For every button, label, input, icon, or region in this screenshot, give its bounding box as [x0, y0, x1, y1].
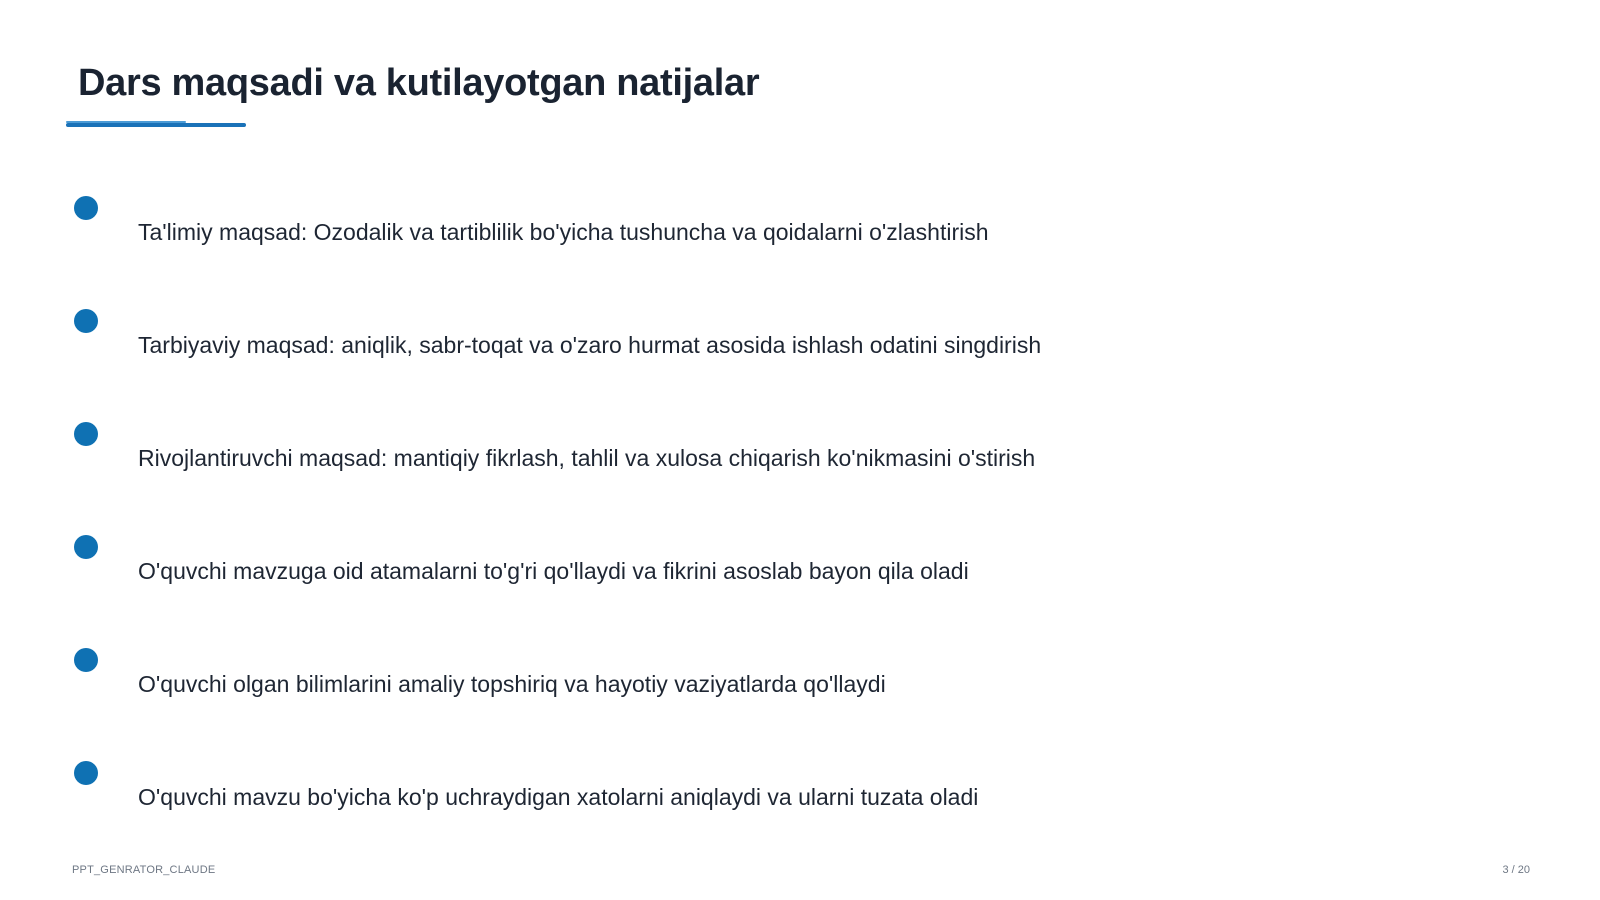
- bullet-dot-icon: [74, 196, 98, 220]
- footer-page-number: 3 / 20: [1502, 864, 1530, 876]
- bullet-text: O'quvchi mavzuga oid atamalarni to'g'ri qo'llaydi va fikrini asoslab bayon qila oladi: [138, 558, 969, 584]
- bullet-text: Tarbiyaviy maqsad: aniqlik, sabr-toqat va o'zaro hurmat asosida ishlash odatini singdirish: [138, 332, 1042, 358]
- bullet-dot-icon: [74, 309, 98, 333]
- bullet-item: [0, 761, 1200, 821]
- bullet-item: [0, 422, 1200, 482]
- bullet-text: O'quvchi mavzu bo'yicha ko'p uchraydigan xatolarni aniqlaydi va ularni tuzata oladi: [138, 784, 979, 810]
- bullet-text: O'quvchi olgan bilimlarini amaliy topshiriq va hayotiy vaziyatlarda qo'llaydi: [138, 671, 886, 697]
- bullet-dot-icon: [74, 535, 98, 559]
- bullet-dot-icon: [74, 648, 98, 672]
- bullet-dot-icon: [74, 422, 98, 446]
- bullet-dot-icon: [74, 761, 98, 785]
- bullet-item: [0, 648, 1200, 708]
- slide-title: Dars maqsadi va kutilayotgan natijalar: [78, 62, 760, 104]
- bullet-item: [0, 535, 1200, 595]
- footer-generator-label: PPT_GENRATOR_CLAUDE: [72, 864, 216, 876]
- bullet-text: Rivojlantiruvchi maqsad: mantiqiy fikrlash, tahlil va xulosa chiqarish ko'nikmasini o'stirish: [138, 445, 1036, 471]
- bullet-text: Ta'limiy maqsad: Ozodalik va tartiblilik bo'yicha tushuncha va qoidalarni o'zlashtirish: [138, 219, 989, 245]
- bullet-item: [0, 196, 1200, 256]
- bullet-item: [0, 309, 1200, 369]
